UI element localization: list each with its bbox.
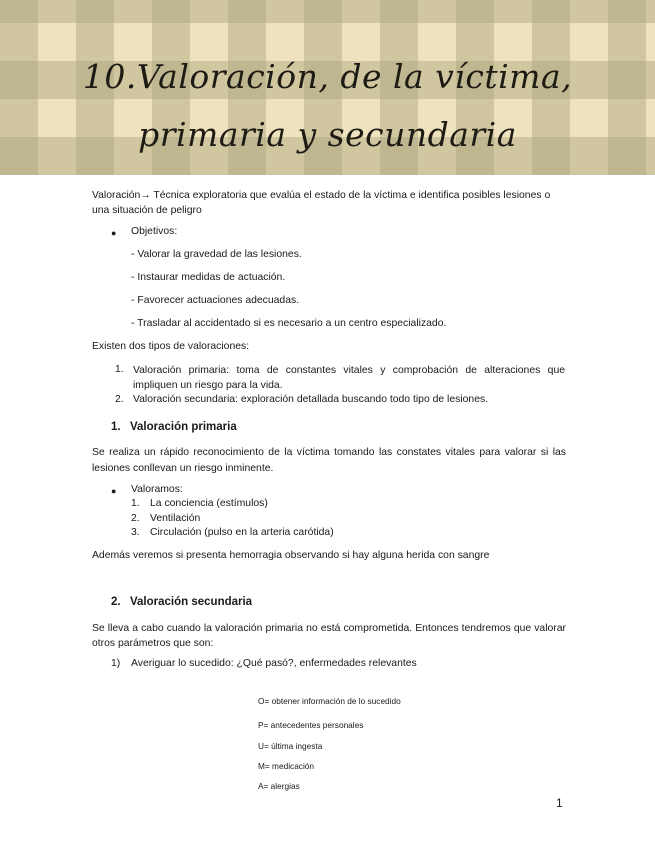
objective-item: - Valorar la gravedad de las lesiones. [131,249,302,260]
objective-item: - Favorecer actuaciones adecuadas. [131,295,300,306]
objectives-label: Objetivos: [131,226,178,237]
section-paragraph: Se realiza un rápido reconocimiento de la víctima tomando las constates vitales para valorar si las lesiones conllevan un riesgo inminente. [92,447,566,474]
type-item: Valoración secundaria: exploración detallada buscando todo tipo de lesiones. [133,394,489,405]
acronym-item: O= obtener información de lo sucedido [258,696,401,706]
bullet-icon: ● [111,486,117,496]
section-paragraph: Se lleva a cabo cuando la valoración primaria no está comprometida. Entonces tendremos que valorar otros parámetros que son: [92,623,566,649]
objective-item: - Trasladar al accidentado si es necesario a un centro especializado. [131,318,447,329]
acronym-item: P= antecedentes personales [258,720,364,730]
types-intro: Existen dos tipos de valoraciones: [92,341,250,352]
type-number: 1. [115,364,124,375]
acronym-item: M= medicación [258,761,315,771]
list-item: Circulación (pulso en la arteria carótida) [150,527,334,538]
type-number: 2. [115,394,124,405]
list-number: 1. [131,498,140,509]
closing-text: Además veremos si presenta hemorragia observando si hay alguna herida con sangre [92,550,490,561]
title-line-2: primaria y secundaria [138,115,517,154]
objective-item: - Instaurar medidas de actuación. [131,272,286,283]
step-number: 1) [111,658,121,669]
acronym-item: A= alergias [258,781,300,791]
list-number: 2. [131,513,140,524]
step-text: Averiguar lo sucedido: ¿Qué pasó?, enfermedades relevantes [131,658,417,669]
acronym-item: U= última ingesta [258,741,323,751]
page-title [0,48,655,164]
section-number: 1. [111,421,121,433]
list-item: La conciencia (estímulos) [150,498,268,509]
section-heading: Valoración primaria [130,421,237,433]
type-item: Valoración primaria: toma de constantes vitales y comprobación de alteraciones que impliquen un riesgo para la vida. [133,365,565,391]
section-heading: Valoración secundaria [130,596,253,608]
title-line-1: 10.Valoración, de la víctima, [82,57,573,96]
page-number: 1 [556,796,563,810]
section-number: 2. [111,596,121,608]
header-banner [0,0,655,175]
bullet-icon: ● [111,228,117,238]
list-item: Ventilación [150,513,201,524]
bullet-label: Valoramos: [131,484,183,495]
list-number: 3. [131,527,140,538]
intro-paragraph: Valoración→ Técnica exploratoria que evalúa el estado de la víctima e identifica posibles lesiones o una situación de peligro [92,190,551,216]
